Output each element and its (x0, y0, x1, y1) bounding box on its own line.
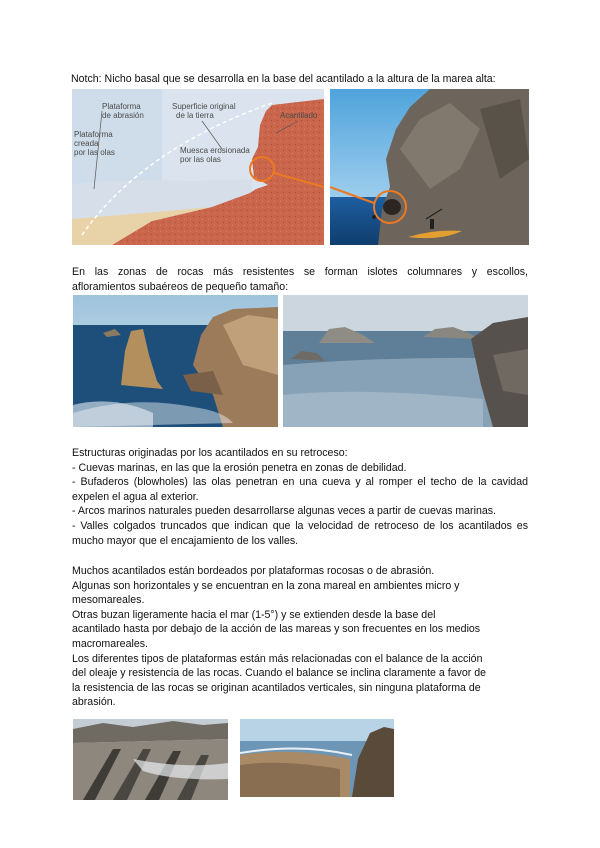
cliff-notch-photo (330, 89, 529, 245)
abrasion-platform-photo-left (73, 719, 228, 800)
plataformas-line-2: Algunas son horizontales y se encuentran en la zona mareal en ambientes micro y (72, 579, 460, 592)
diagram-label-plataforma-2: de abrasión (102, 111, 144, 120)
estructuras-block (72, 446, 528, 548)
diagram-label-muesca-2: por las olas (180, 155, 221, 164)
plataformas-line-9: la resistencia de las rocas se originan acantilados verticales, sin ninguna plataforma de (72, 681, 481, 694)
plataformas-line-8: del oleaje y resistencia de las rocas. Cuando el balance se inclina claramente a favor de (72, 667, 486, 680)
estructura-item-1: - Cuevas marinas, en las que la erosión penetra en zonas de debilidad. (72, 461, 407, 474)
estructura-item-2-line-2: expelen el agua al exterior. (72, 490, 199, 503)
islotes-paragraph (72, 265, 528, 294)
estructura-item-3: - Arcos marinos naturales pueden desarrollarse algunas veces a partir de cuevas marinas. (72, 505, 496, 518)
islotes-line-2: afloramientos subaéreos de pequeño tamaño: (72, 280, 289, 293)
estructura-item-4-line-2: mucho mayor que el encajamiento de los valles. (72, 534, 299, 547)
sea-stacks-photo-left (73, 295, 278, 427)
islotes-line-1: En las zonas de rocas más resistentes se forman islotes columnares y escollos, (72, 266, 528, 278)
abrasion-platform-photo-right (240, 719, 394, 797)
diagram-label-plataforma-1: Plataforma (102, 102, 141, 111)
plataformas-line-1: Muchos acantilados están bordeados por plataformas rocosas o de abrasión. (72, 565, 435, 577)
notch-diagram (72, 89, 324, 245)
diagram-label-plataforma-olas-1: Plataforma (74, 130, 113, 139)
plataformas-line-5: acantilado hasta por debajo de la acción de las mareas y son frecuentes en los medios (72, 623, 481, 636)
plataformas-line-7: Los diferentes tipos de plataformas están más relacionadas con el balance de la acción (72, 652, 483, 665)
diagram-label-muesca-1: Muesca erosionada (180, 146, 250, 155)
diagram-label-superficie-2: de la tierra (176, 111, 214, 120)
islets-photo-right (283, 295, 528, 427)
plataformas-line-6: macromareales. (72, 637, 148, 650)
notch-caption: Notch: Nicho basal que se desarrolla en la base del acantilado a la altura de la marea alta: (71, 73, 496, 85)
estructura-item-4-line-1: - Valles colgados truncados que indican que la velocidad de retroceso de los acantilados es (72, 519, 528, 532)
plataformas-line-4: Otras buzan ligeramente hacia el mar (1-5°) y se extienden desde la base del (72, 608, 436, 621)
diagram-label-plataforma-olas-3: por las olas (74, 148, 115, 157)
plataformas-block (72, 564, 528, 710)
estructuras-intro: Estructuras originadas por los acantilados en su retroceso: (72, 447, 348, 459)
estructura-item-2-line-1: - Bufaderos (blowholes) las olas penetran en una cueva y al romper el techo de la cavidad (72, 476, 528, 489)
diagram-label-acantilado: Acantilado (280, 111, 318, 120)
diagram-label-superficie-1: Superficie original (172, 102, 236, 111)
plataformas-line-3: mesomareales. (72, 594, 145, 607)
diagram-label-plataforma-olas-2: creada (74, 139, 99, 148)
plataformas-line-10: abrasión. (72, 696, 116, 709)
